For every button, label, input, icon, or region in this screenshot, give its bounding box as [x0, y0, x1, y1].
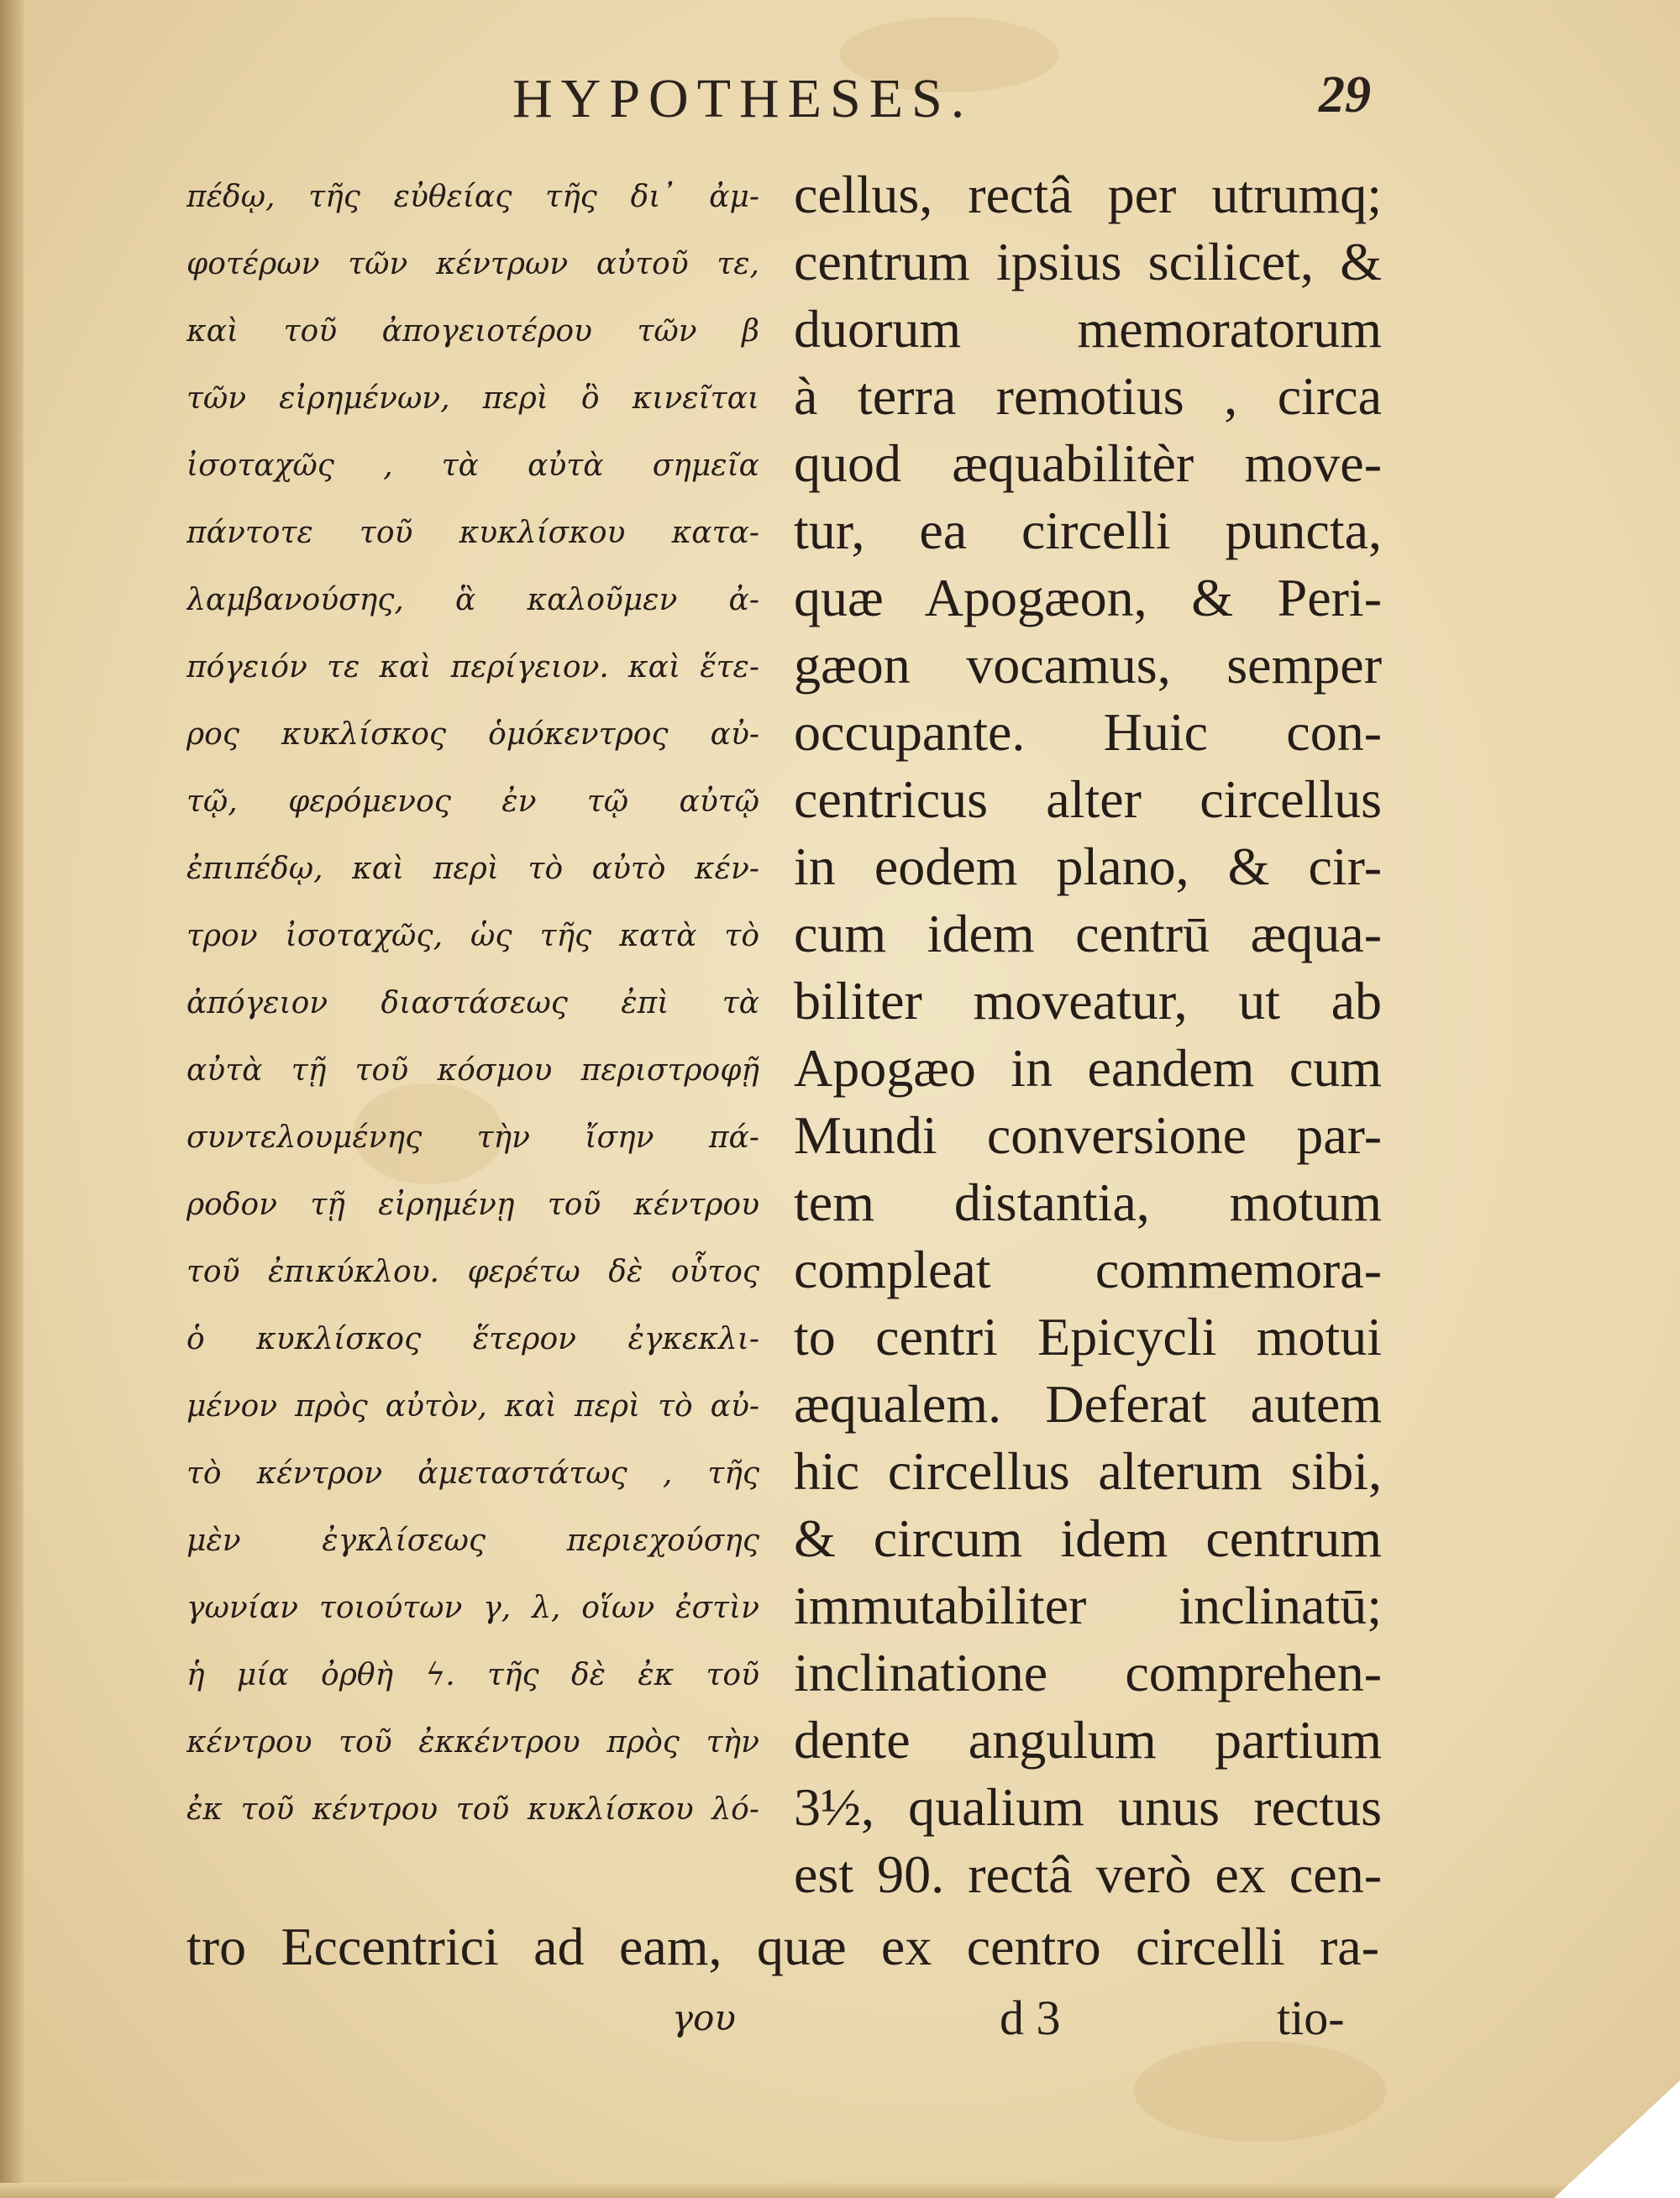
latin-line: 3½, qualium unus rectus	[794, 1777, 1382, 1837]
latin-line: tur, ea circelli puncta,	[794, 501, 1382, 560]
latin-line: & circum idem centrum	[794, 1508, 1382, 1568]
greek-line: πάντοτε τοῦ κυκλίσκου κατα-	[186, 516, 759, 550]
latin-line: gæon vocamus, semper	[794, 635, 1382, 695]
greek-line: ἐκ τοῦ κέντρου τοῦ κυκλίσκου λό-	[186, 1792, 759, 1827]
greek-line: γωνίαν τοιούτων γ, λ, οἵων ἐστὶν	[186, 1591, 759, 1625]
greek-line: φοτέρων τῶν κέντρων αὐτοῦ τε,	[186, 247, 759, 281]
greek-line: ρος κυκλίσκος ὁμόκεντρος αὐ-	[186, 717, 759, 752]
greek-line: συντελουμένης τὴν ἴσην πά-	[186, 1120, 759, 1155]
greek-text-column	[186, 164, 759, 1844]
page-number: 29	[1319, 66, 1371, 123]
page-left-edge	[0, 0, 24, 2198]
latin-line: tem distantia, motum	[794, 1172, 1382, 1232]
greek-line: ὁ κυκλίσκος ἕτερον ἐγκεκλι-	[186, 1322, 759, 1356]
full-width-line: tro Eccentrici ad eam, quæ ex centro circelli ra-	[186, 1917, 1379, 1976]
paper-stain	[1134, 2041, 1386, 2142]
latin-line: quæ Apogæon, & Peri-	[794, 568, 1382, 627]
greek-line: κέντρου τοῦ ἐκκέντρου πρὸς τὴν	[186, 1725, 759, 1760]
latin-line: duorum memoratorum	[794, 299, 1382, 359]
latin-line: inclinatione comprehen-	[794, 1643, 1382, 1702]
latin-line: hic circellus alterum sibi,	[794, 1441, 1382, 1501]
latin-line: in eodem plano, & cir-	[794, 837, 1382, 896]
greek-line: πέδῳ, τῆς εὐθείας τῆς δι᾽ ἀμ-	[186, 180, 759, 214]
greek-line: ροδον τῇ εἰρημένῃ τοῦ κέντρου	[186, 1188, 759, 1222]
latin-line: à terra remotius , circa	[794, 366, 1382, 426]
greek-line: τρον ἰσοταχῶς, ὡς τῆς κατὰ τὸ	[186, 919, 759, 953]
latin-line: Apogæo in eandem cum	[794, 1038, 1382, 1098]
greek-line: λαμβανούσης, ἃ καλοῦμεν ἀ-	[186, 583, 759, 617]
page-bottom-edge	[0, 2183, 1680, 2198]
latin-line: quod æquabilitèr move-	[794, 433, 1382, 493]
greek-line: μένον πρὸς αὐτὸν, καὶ περὶ τὸ αὐ-	[186, 1389, 759, 1424]
torn-corner	[1554, 2080, 1680, 2198]
latin-line: to centri Epicycli motui	[794, 1307, 1382, 1367]
latin-line: dente angulum partium	[794, 1710, 1382, 1770]
greek-line: τὸ κέντρον ἀμεταστάτως , τῆς	[186, 1456, 759, 1491]
latin-line: occupante. Huic con-	[794, 702, 1382, 762]
running-head: HYPOTHESES.	[512, 68, 974, 129]
greek-line: ἐπιπέδῳ, καὶ περὶ τὸ αὐτὸ κέν-	[186, 852, 759, 886]
latin-line: æqualem. Deferat autem	[794, 1374, 1382, 1434]
latin-line: biliter moveatur, ut ab	[794, 971, 1382, 1031]
greek-line: ἀπόγειον διαστάσεως ἐπὶ τὰ	[186, 986, 759, 1020]
latin-catchword: tio-	[1277, 1991, 1345, 2045]
latin-line: centricus alter circellus	[794, 769, 1382, 829]
latin-line: immutabiliter inclinatū;	[794, 1576, 1382, 1635]
latin-line: Mundi conversione par-	[794, 1105, 1382, 1165]
signature-mark: d 3	[1000, 1991, 1061, 2045]
greek-line: μὲν ἐγκλίσεως περιεχούσης	[186, 1524, 759, 1558]
greek-line: ἡ μία ὀρθὴ ϟ. τῆς δὲ ἐκ τοῦ	[186, 1658, 759, 1692]
greek-line: τοῦ ἐπικύκλου. φερέτω δὲ οὗτος	[186, 1255, 759, 1289]
latin-line: cum idem centrū æqua-	[794, 904, 1382, 963]
latin-line: est 90. rectâ verò ex cen-	[794, 1844, 1382, 1904]
latin-text-column	[794, 161, 1382, 1908]
greek-line: πόγειόν τε καὶ περίγειον. καὶ ἕτε-	[186, 650, 759, 685]
latin-line: centrum ipsius scilicet, &	[794, 232, 1382, 291]
greek-line: ἰσοταχῶς , τὰ αὐτὰ σημεῖα	[186, 449, 759, 483]
greek-line: τῷ, φερόμενος ἐν τῷ αὐτῷ	[186, 784, 759, 819]
greek-line: τῶν εἰρημένων, περὶ ὃ κινεῖται	[186, 381, 759, 416]
latin-line: compleat commemora-	[794, 1240, 1382, 1299]
greek-line: αὐτὰ τῇ τοῦ κόσμου περιστροφῇ	[186, 1053, 759, 1088]
latin-line: cellus, rectâ per utrumq;	[794, 165, 1382, 224]
greek-catchword: γου	[672, 1997, 736, 2038]
greek-line: καὶ τοῦ ἀπογειοτέρου τῶν β	[186, 314, 759, 349]
